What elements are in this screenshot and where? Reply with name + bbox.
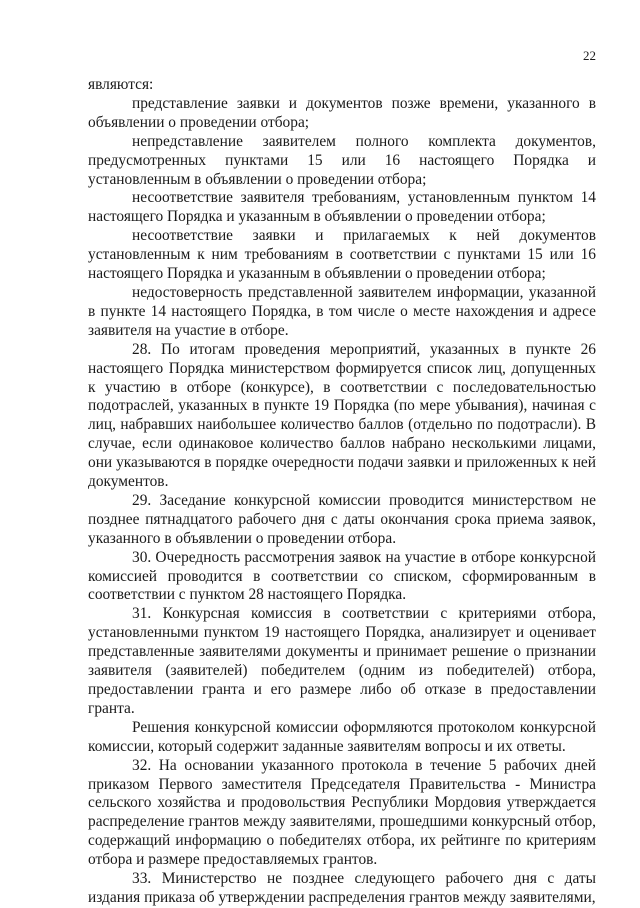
paragraph-reason-false-info: недостоверность представленной заявителем информации, указанной в пункте 14 настоящего Порядка, в том числе о месте нахождения и адресе заявителя на участие в отборе. xyxy=(88,283,596,339)
paragraph-reason-incomplete: непредставление заявителем полного комплекта документов, предусмотренных пунктами 15 или 16 настоящего Порядка и установленным в объявлении о проведении отбора; xyxy=(88,132,596,188)
paragraph-item-29: 29. Заседание конкурсной комиссии проводится министерством не позднее пятнадцатого рабочего дня с даты окончания срока приема заявок, указанного в объявлении о проведении отбора. xyxy=(88,491,596,547)
paragraph-reason-applicant-mismatch: несоответствие заявителя требованиям, установленным пунктом 14 настоящего Порядка и указанным в объявлении о проведении отбора; xyxy=(88,189,596,226)
paragraph-reason-late: представление заявки и документов позже времени, указанного в объявлении о проведении отбора; xyxy=(88,94,596,131)
document-body xyxy=(88,76,596,908)
paragraph-item-32: 32. На основании указанного протокола в течение 5 рабочих дней приказом Первого заместителя Председателя Правительства - Министра сельского хозяйства и продовольствия Республики Мордовия утверждается распределение грантов между заявителями, прошедшими конкурсный отбор, содержащий информацию о победителях отбора, их рейтинге по критериям отбора и размере предоставляемых грантов. xyxy=(88,756,596,869)
paragraph-item-30: 30. Очередность рассмотрения заявок на участие в отборе конкурсной комиссией проводится в соответствии со списком, сформированным в соответствии с пунктом 28 настоящего Порядка. xyxy=(88,548,596,604)
paragraph-reason-application-mismatch: несоответствие заявки и прилагаемых к ней документов установленным к ним требованиям в соответствии с пунктами 15 или 16 настоящего Порядка и указанным в объявлении о проведении отбора; xyxy=(88,227,596,283)
page-number: 22 xyxy=(583,48,596,63)
paragraph-item-28: 28. По итогам проведения мероприятий, указанных в пункте 26 настоящего Порядка министерством формируется список лиц, допущенных к участию в отборе (конкурсе), в соответствии с последовательностью подотраслей, указанных в пункте 19 Порядка (по мере убывания), начиная с лиц, набравших наибольшее количество баллов (отдельно по подотрасли). В случае, если одинаковое количество баллов набрано несколькими лицами, они указываются в порядке очередности подачи заявки и приложенных к ней документов. xyxy=(88,340,596,491)
paragraph-item-33: 33. Министерство не позднее следующего рабочего дня с даты издания приказа об утверждении распределения грантов между заявителями, xyxy=(88,870,596,906)
paragraph-commission-decisions: Решения конкурсной комиссии оформляются протоколом конкурсной комиссии, который содержит заданные заявителям вопросы и их ответы. xyxy=(88,718,596,755)
paragraph-item-31: 31. Конкурсная комиссия в соответствии с критериями отбора, установленными пунктом 19 настоящего Порядка, анализирует и оценивает представленные заявителями документы и принимает решение о признании заявителя (заявителей) победителем (одним из победителей) отбора, предоставлении гранта и его размере либо об отказе в предоставлении гранта. xyxy=(88,605,596,717)
paragraph-intro: являются: xyxy=(88,76,154,93)
